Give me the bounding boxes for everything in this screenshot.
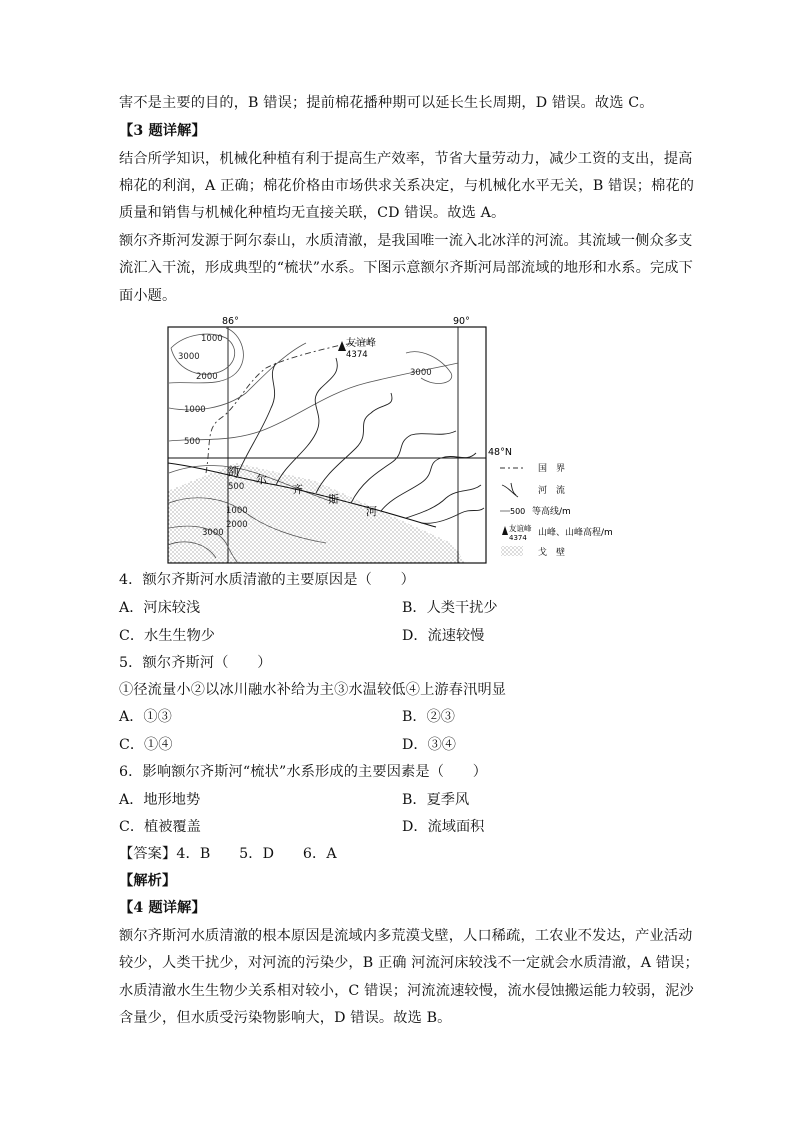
section-heading-q3: 【3 题详解】 [119,123,206,139]
paragraph-line: 害不是主要的目的，B 错误；提前棉花播种期可以延长生长周期，D 错误。故选 C。 [119,95,654,111]
legend-peak-icon [502,526,508,535]
peak-elevation: 4374 [346,350,368,360]
river-name-char: 尔 [256,473,267,486]
legend-peak-name: 友谊峰 [509,524,532,533]
legend-contour-sample: 500 [510,507,526,516]
paragraph-line: 额尔齐斯河水质清澈的根本原因是流域内多荒漠戈壁，人口稀疏，工农业不发达，产业活动 [119,928,693,944]
contour-label: 2000 [226,520,248,530]
map-legend [500,463,613,558]
peak-icon [338,341,346,351]
q5-option-c: C．①④ [119,737,173,753]
paragraph-line: 棉花的利润，A 正确；棉花价格由市场供求关系决定，与机械化水平无关，B 错误；棉花的 [119,178,695,194]
answer-line: 【答案】4．B 5．D 6．A [119,846,337,862]
q4-option-d: D．流速较慢 [402,628,485,644]
paragraph-line: 含量少，但水质受污染物影响大，D 错误。故选 B。 [119,1010,452,1026]
paragraph-line: 较少，人类干扰少，对河流的污染少，B 正确 河流河床较浅不一定就会水质清澈，A 错误； [119,955,699,971]
q6-option-a: A．地形地势 [119,792,201,808]
contour-label: 2000 [196,372,218,382]
q6-option-c: C．植被覆盖 [119,819,201,835]
paragraph-line: 额尔齐斯河发源于阿尔泰山，水质清澈，是我国唯一流入北冰洋的河流。其流域一侧众多支 [119,233,693,249]
paragraph-line: 结合所学知识，机械化种植有利于提高生产效率，节省大量劳动力，减少工资的支出，提高 [119,151,693,167]
q4-option-b: B．人类干扰少 [402,600,498,616]
contour-label: 3000 [202,528,224,538]
contour-label: 1000 [201,334,223,344]
q4-option-c: C．水生生物少 [119,628,215,644]
contour-label: 1000 [184,405,206,415]
lat-48-label: 48°N [488,447,512,458]
q5-items: ①径流量小②以冰川融水补给为主③水温较低④上游春汛明显 [119,682,507,698]
paragraph-line: 面小题。 [119,288,177,304]
q5-option-a: A．①③ [119,709,172,725]
legend-peak-elev: 4374 [509,534,527,542]
paragraph-line: 水质清澈水生生物少关系相对较小，C 错误；河流流速较慢，流水侵蚀搬运能力较弱，泥沙 [119,983,694,999]
lon-90-label: 90° [453,316,470,327]
analysis-heading: 【解析】 [119,873,177,889]
contour-label: 500 [184,437,201,447]
river-name-char: 齐 [292,483,303,496]
legend-gobi: 戈 壁 [538,548,566,558]
paragraph-line: 流汇入干流，形成典型的“梳状”水系。下图示意额尔齐斯河局部流域的地形和水系。完成下 [119,260,693,276]
river-name-char: 额 [228,465,239,478]
q5-option-d: D．③④ [402,737,456,753]
contour-label: 500 [228,482,245,492]
section-heading-q4: 【4 题详解】 [119,900,206,916]
q6-option-d: D．流域面积 [402,819,485,835]
legend-river: 河 流 [538,486,566,496]
lon-86-label: 86° [222,316,239,327]
legend-contour: 等高线/m [532,507,571,517]
q5-stem: 5．额尔齐斯河（ ） [119,655,272,671]
paragraph-line: 质量和销售与机械化种植均无直接关联，CD 错误。故选 A。 [119,205,506,221]
q5-option-b: B．②③ [402,709,455,725]
legend-peak: 山峰、山峰高程/m [538,528,613,538]
river-basin-map [166,313,636,565]
contour-label: 3000 [178,352,200,362]
q6-stem: 6．影响额尔齐斯河“梳状”水系形成的主要因素是（ ） [119,764,488,780]
contour-label: 1000 [226,506,248,516]
river-name-char: 河 [366,505,377,518]
q4-stem: 4．额尔齐斯河水质清澈的主要原因是（ ） [119,572,415,588]
national-border [206,341,371,473]
contour-label: 3000 [410,368,432,378]
legend-border: 国 界 [538,464,566,474]
peak-name: 友谊峰 [346,338,376,349]
q4-option-a: A．河床较浅 [119,600,201,616]
river-name-char: 斯 [328,493,339,506]
q6-option-b: B．夏季风 [402,792,470,808]
